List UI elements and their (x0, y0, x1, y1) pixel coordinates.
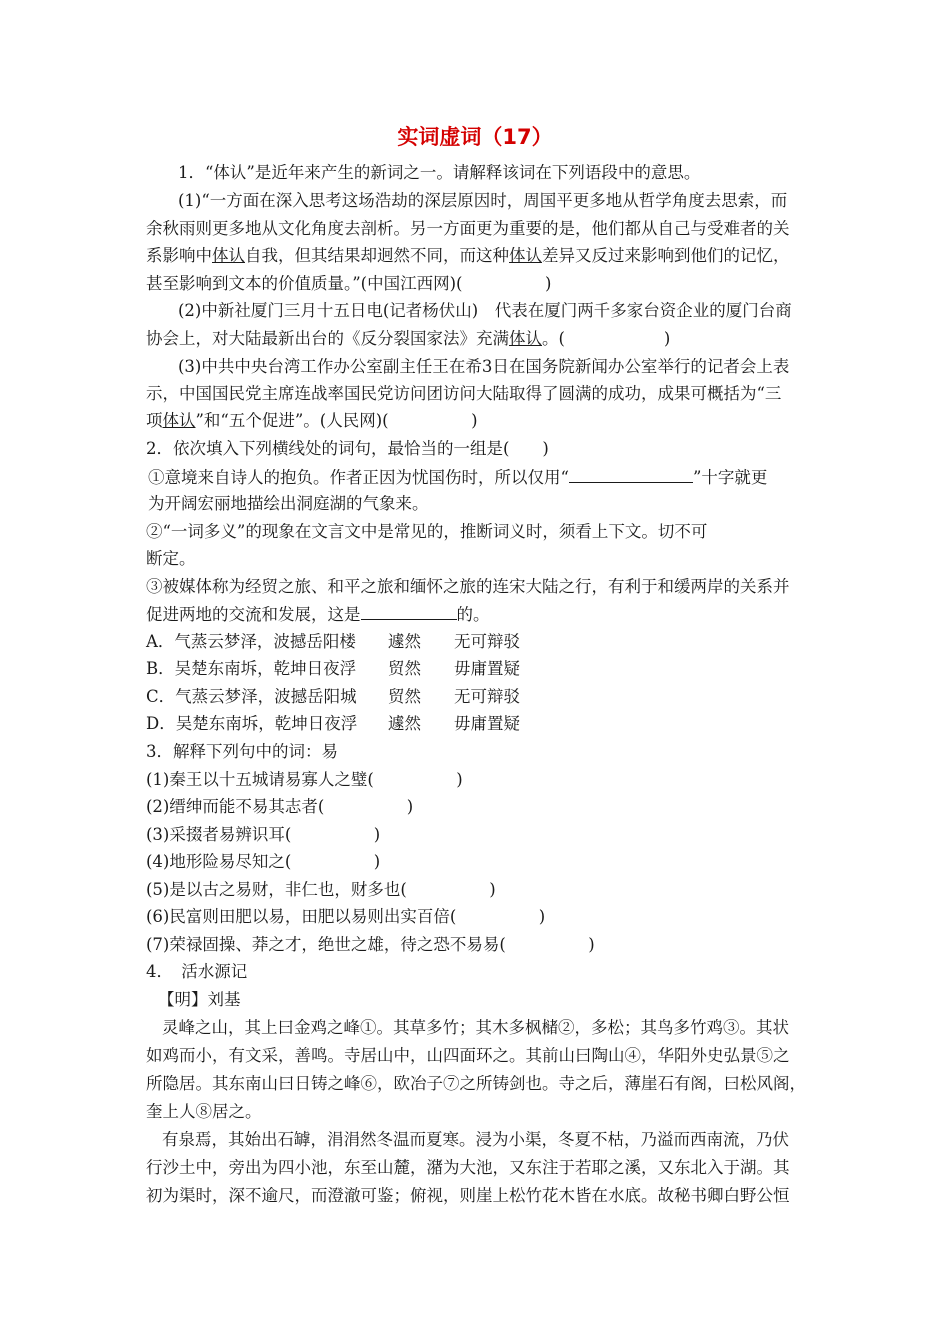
q4-passage-line: 如鸡而小，有文采，善鸣。寺居山中，山四面环之。其前山曰陶山④，华阳外史弘景⑤之 (146, 1046, 790, 1065)
q2-sentence2-line1: ②“一词多义”的现象在文言文中是常见的，推断词义时，须看上下文。切不可 (146, 522, 708, 541)
option-part-c: 无可辩驳 (454, 632, 520, 651)
underlined-term: 体认 (162, 411, 196, 430)
q4-passage-line: 奎上人⑧居之。 (146, 1102, 262, 1121)
q1-p2-line2-b: 。( ) (542, 329, 671, 348)
q3-stem: 3．解释下列句中的词：易 (146, 742, 338, 761)
q1-p3-line3 (146, 411, 478, 431)
q4-author: 【明】刘基 (158, 990, 241, 1009)
q2-s3-b: 促进两地的交流和发展，这是 (146, 605, 361, 624)
q3-item: (6)民富则田肥以易，田肥以易则出实百倍( ) (146, 907, 546, 926)
q1-p2-line2 (146, 329, 670, 349)
q2-sentence3-line2 (146, 604, 490, 625)
q2-sentence2-line2: 断定。 (146, 549, 196, 568)
q1-p1-line2: 余秋雨则更多地从文化角度去剖析。另一方面更为重要的是，他们都从自己与受难者的关 (146, 219, 790, 238)
option-label: B． (146, 659, 175, 678)
option-part-b: 贸然 (388, 687, 421, 706)
option-part-a: 气蒸云梦泽，波撼岳阳楼 (174, 632, 356, 651)
option-part-b: 遽然 (388, 632, 421, 651)
q3-item: (1)秦王以十五城请易寡人之璧( ) (146, 770, 463, 789)
q1-p2-line1: (2)中新社厦门三月十五日电(记者杨伏山) 代表在厦门两千多家台资企业的厦门台商 (178, 301, 792, 320)
q2-s1-b: ”十字就更 (692, 468, 768, 487)
q4-passage-line: 灵峰之山，其上曰金鸡之峰①。其草多竹；其木多枫槠②，多松；其鸟多竹鸡③。其状 (162, 1018, 789, 1037)
option-label: D． (146, 714, 176, 733)
q4-passage-line: 所隐居。其东南山曰日铸之峰⑥，欧冶子⑦之所铸剑也。寺之后，薄崖石有阁，曰松风阁， (146, 1074, 806, 1093)
q1-p3-line3-b: ”和“五个促进”。(人民网)( ) (195, 411, 478, 430)
underlined-term: 体认 (509, 329, 542, 348)
q1-p3-line1: (3)中共中央台湾工作办公室副主任王在希3日在国务院新闻办公室举行的记者会上表 (178, 357, 790, 376)
q2-sentence1-line2: 为开阔宏丽地描绘出洞庭湖的气象来。 (148, 494, 429, 513)
q2-s3-c: 的。 (456, 605, 490, 624)
q1-p1-line3-b: 自我，但其结果却迥然不同，而这种 (245, 246, 509, 265)
q2-s1-a: ①意境来自诗人的抱负。作者正因为忧国伤时，所以仅用“ (148, 468, 569, 487)
q2-sentence1-line1 (148, 467, 767, 488)
q1-p2-line2-a: 协会上，对大陆最新出台的《反分裂国家法》充满 (146, 329, 509, 348)
q2-option-b (146, 659, 520, 679)
q1-p1-line4: 甚至影响到文本的价值质量。”(中国江西网)( ) (146, 274, 552, 293)
q3-item: (4)地形险易尽知之( ) (146, 852, 381, 871)
q2-stem: 2．依次填入下列横线处的词句，最恰当的一组是( ) (146, 439, 549, 458)
q4-stem: 4． 活水源记 (146, 962, 248, 981)
q3-item: (2)缙绅而能不易其志者( ) (146, 797, 414, 816)
q4-passage-line: 行沙土中，旁出为四小池，东至山麓，潴为大池，又东注于若耶之溪，又东北入于湖。其 (146, 1158, 790, 1177)
q2-option-d (146, 714, 520, 734)
fill-blank (569, 467, 693, 483)
option-part-a: 气蒸云梦泽，波撼岳阳城 (175, 687, 357, 706)
option-part-b: 遽然 (388, 714, 421, 733)
q1-p1-line3 (146, 246, 790, 266)
document-title: 实词虚词（17） (397, 125, 553, 149)
q3-item: (5)是以古之易财，非仁也，财多也( ) (146, 880, 496, 899)
option-part-c: 毋庸置疑 (454, 659, 520, 678)
underlined-term: 体认 (212, 246, 245, 265)
option-label: C． (146, 687, 176, 706)
option-part-a: 吴楚东南坼，乾坤日夜浮 (175, 714, 358, 733)
q1-p3-line2: 示，中国国民党主席连战率国民党访问团访问大陆取得了圆满的成功，成果可概括为“三 (146, 384, 782, 403)
option-part-a: 吴楚东南坼，乾坤日夜浮 (174, 659, 357, 678)
q3-item: (7)荣禄固操、莽之才，绝世之雄，待之恐不易易( ) (146, 935, 595, 954)
underlined-term: 体认 (509, 246, 542, 265)
q1-p1-line1: (1)“一方面在深入思考这场浩劫的深层原因时，周国平更多地从哲学角度去思索，而 (178, 191, 788, 210)
q1-p3-line3-a: 项 (146, 411, 163, 430)
fill-blank (361, 604, 457, 620)
q2-option-c (146, 687, 520, 707)
q1-p1-line3-a: 系影响中 (146, 246, 212, 265)
q1-p1-line3-c: 差异又反过来影响到他们的记忆， (542, 246, 790, 265)
option-part-c: 毋庸置疑 (454, 714, 520, 733)
q4-passage-line: 初为渠时，深不逾尺，而澄澈可鉴；俯视，则崖上松竹花木皆在水底。故秘书卿白野公恒 (146, 1186, 790, 1205)
option-part-c: 无可辩驳 (454, 687, 520, 706)
option-label: A． (146, 632, 175, 651)
q1-stem: 1．“体认”是近年来产生的新词之一。请解释该词在下列语段中的意思。 (178, 163, 701, 182)
q4-passage-line: 有泉焉，其始出石罅，涓涓然冬温而夏寒。浸为小渠，冬夏不枯，乃溢而西南流，乃伏 (162, 1130, 789, 1149)
q2-sentence3-line1: ③被媒体称为经贸之旅、和平之旅和缅怀之旅的连宋大陆之行，有利于和缓两岸的关系并 (146, 577, 790, 596)
q2-option-a (146, 632, 520, 652)
option-part-b: 贸然 (388, 659, 421, 678)
q3-item: (3)采掇者易辨识耳( ) (146, 825, 381, 844)
